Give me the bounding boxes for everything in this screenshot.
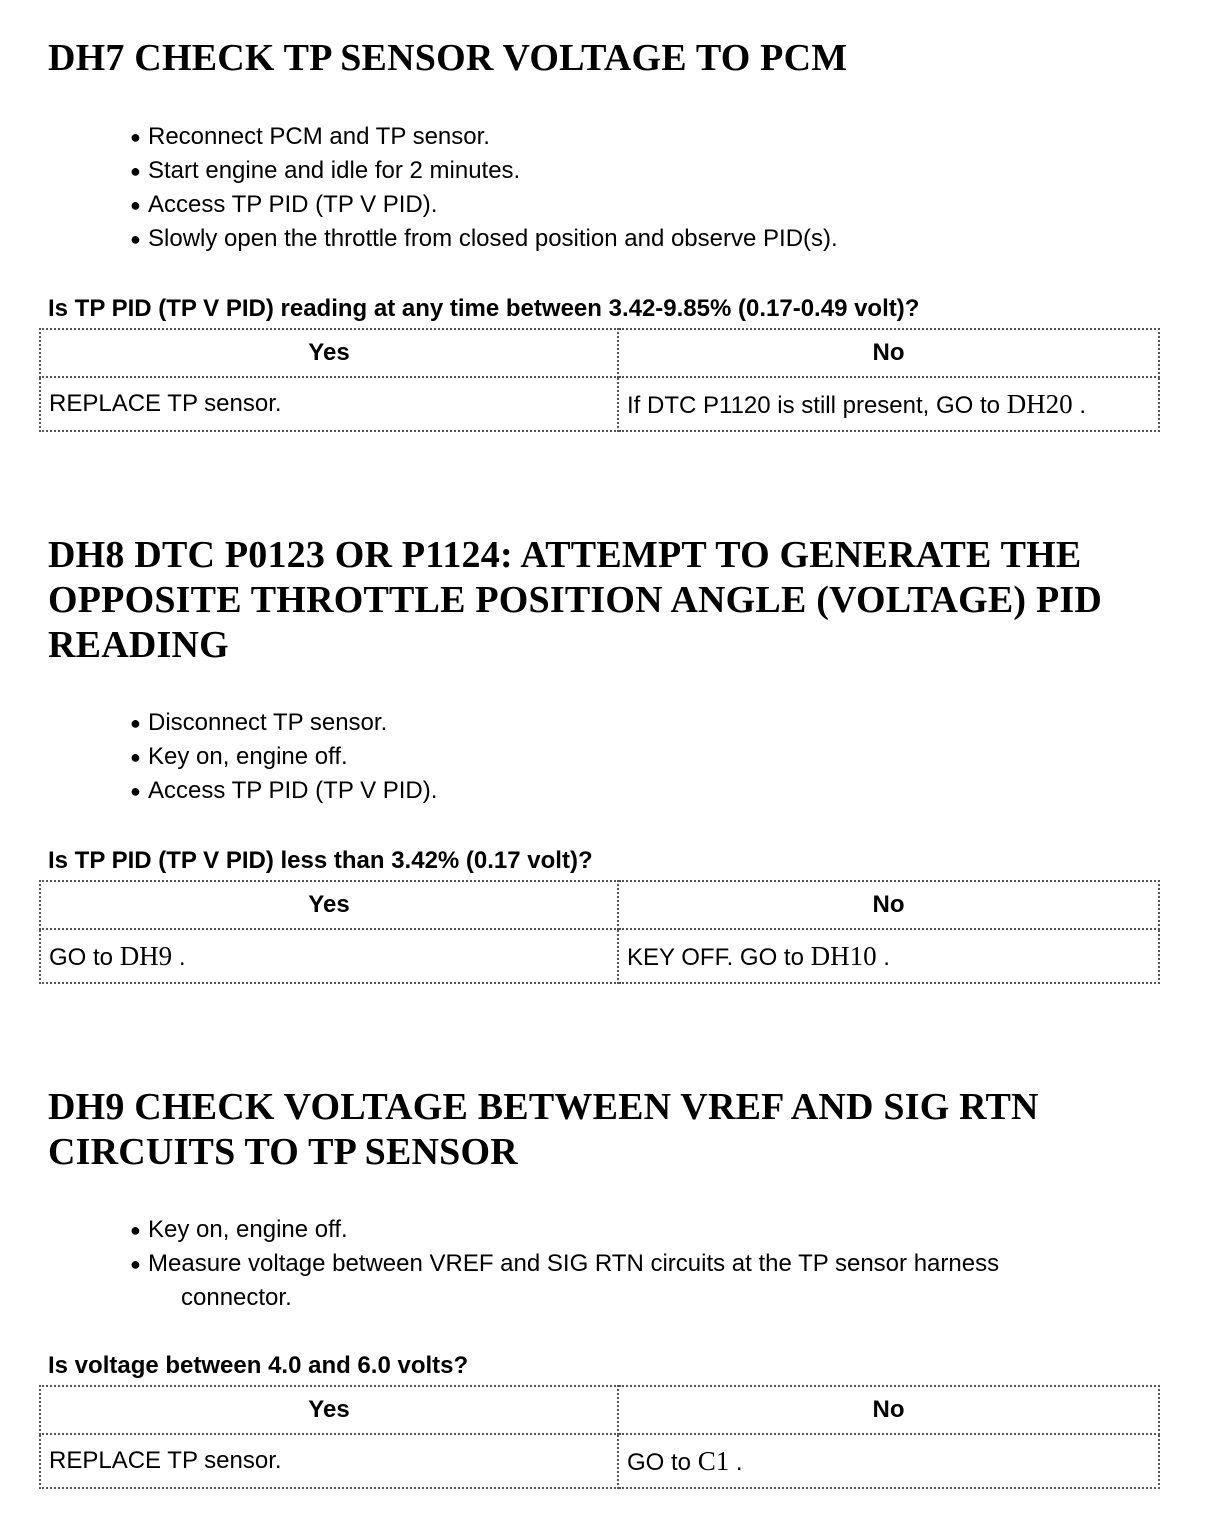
yes-answer: REPLACE TP sensor. bbox=[40, 1434, 618, 1488]
dh7-answer-table bbox=[39, 328, 1160, 432]
dh9-answer-table bbox=[39, 1385, 1160, 1489]
yes-header: Yes bbox=[40, 329, 618, 377]
no-answer: KEY OFF. GO to DH10 . bbox=[618, 929, 1159, 983]
table-row bbox=[40, 929, 1159, 983]
list-item: ● Reconnect PCM and TP sensor. bbox=[130, 120, 1170, 154]
table-header-row bbox=[40, 1386, 1159, 1434]
list-item: ● Key on, engine off. bbox=[130, 1213, 1170, 1247]
bullet-icon: ● bbox=[130, 1254, 141, 1274]
bullet-icon: ● bbox=[130, 229, 141, 249]
table-header-row bbox=[40, 881, 1159, 929]
bullet-icon: ● bbox=[130, 747, 141, 767]
list-item: ● Key on, engine off. bbox=[130, 740, 1170, 774]
dh7-question: Is TP PID (TP V PID) reading at any time between 3.42-9.85% (0.17-0.49 volt)? bbox=[48, 295, 920, 322]
yes-answer: GO to DH9 . bbox=[40, 929, 618, 983]
dh8-heading: DH8 DTC P0123 OR P1124: ATTEMPT TO GENERATE THE OPPOSITE THROTTLE POSITION ANGLE (VOLTAGE) PID READING bbox=[48, 534, 1103, 666]
yes-header: Yes bbox=[40, 881, 618, 929]
bullet-icon: ● bbox=[130, 1220, 141, 1240]
list-item: ● Access TP PID (TP V PID). bbox=[130, 188, 1170, 222]
no-header: No bbox=[618, 329, 1159, 377]
bullet-icon: ● bbox=[130, 195, 141, 215]
dh7-heading: DH7 CHECK TP SENSOR VOLTAGE TO PCM bbox=[48, 37, 848, 79]
table-row bbox=[40, 1434, 1159, 1488]
no-header: No bbox=[618, 881, 1159, 929]
dh8-answer-table bbox=[39, 880, 1160, 984]
dh9-link[interactable]: DH9 bbox=[119, 940, 173, 971]
list-item: ● Disconnect TP sensor. bbox=[130, 706, 1170, 740]
dh9-heading: DH9 CHECK VOLTAGE BETWEEN VREF AND SIG RTN CIRCUITS TO TP SENSOR bbox=[48, 1086, 1039, 1173]
dh20-link[interactable]: DH20 bbox=[1006, 388, 1073, 419]
table-header-row bbox=[40, 329, 1159, 377]
bullet-icon: ● bbox=[130, 713, 141, 733]
table-row bbox=[40, 377, 1159, 431]
list-item: ● Start engine and idle for 2 minutes. bbox=[130, 154, 1170, 188]
list-item: ● Slowly open the throttle from closed position and observe PID(s). bbox=[130, 222, 1170, 256]
bullet-icon: ● bbox=[130, 161, 141, 181]
dh9-steps bbox=[130, 1213, 1170, 1315]
yes-answer: REPLACE TP sensor. bbox=[40, 377, 618, 431]
dh8-question: Is TP PID (TP V PID) less than 3.42% (0.17 volt)? bbox=[48, 847, 593, 874]
dh9-question: Is voltage between 4.0 and 6.0 volts? bbox=[48, 1352, 469, 1379]
no-answer: GO to C1 . bbox=[618, 1434, 1159, 1488]
list-item: ● Access TP PID (TP V PID). bbox=[130, 774, 1170, 808]
bullet-icon: ● bbox=[130, 781, 141, 801]
no-answer: If DTC P1120 is still present, GO to DH20 . bbox=[618, 377, 1159, 431]
yes-header: Yes bbox=[40, 1386, 618, 1434]
list-item: ● Measure voltage between VREF and SIG RTN circuits at the TP sensor harness connector. bbox=[130, 1247, 1170, 1315]
dh8-steps bbox=[130, 706, 1170, 808]
no-header: No bbox=[618, 1386, 1159, 1434]
dh10-link[interactable]: DH10 bbox=[810, 940, 877, 971]
bullet-icon: ● bbox=[130, 127, 141, 147]
c1-link[interactable]: C1 bbox=[697, 1445, 730, 1476]
dh7-steps bbox=[130, 120, 1170, 256]
